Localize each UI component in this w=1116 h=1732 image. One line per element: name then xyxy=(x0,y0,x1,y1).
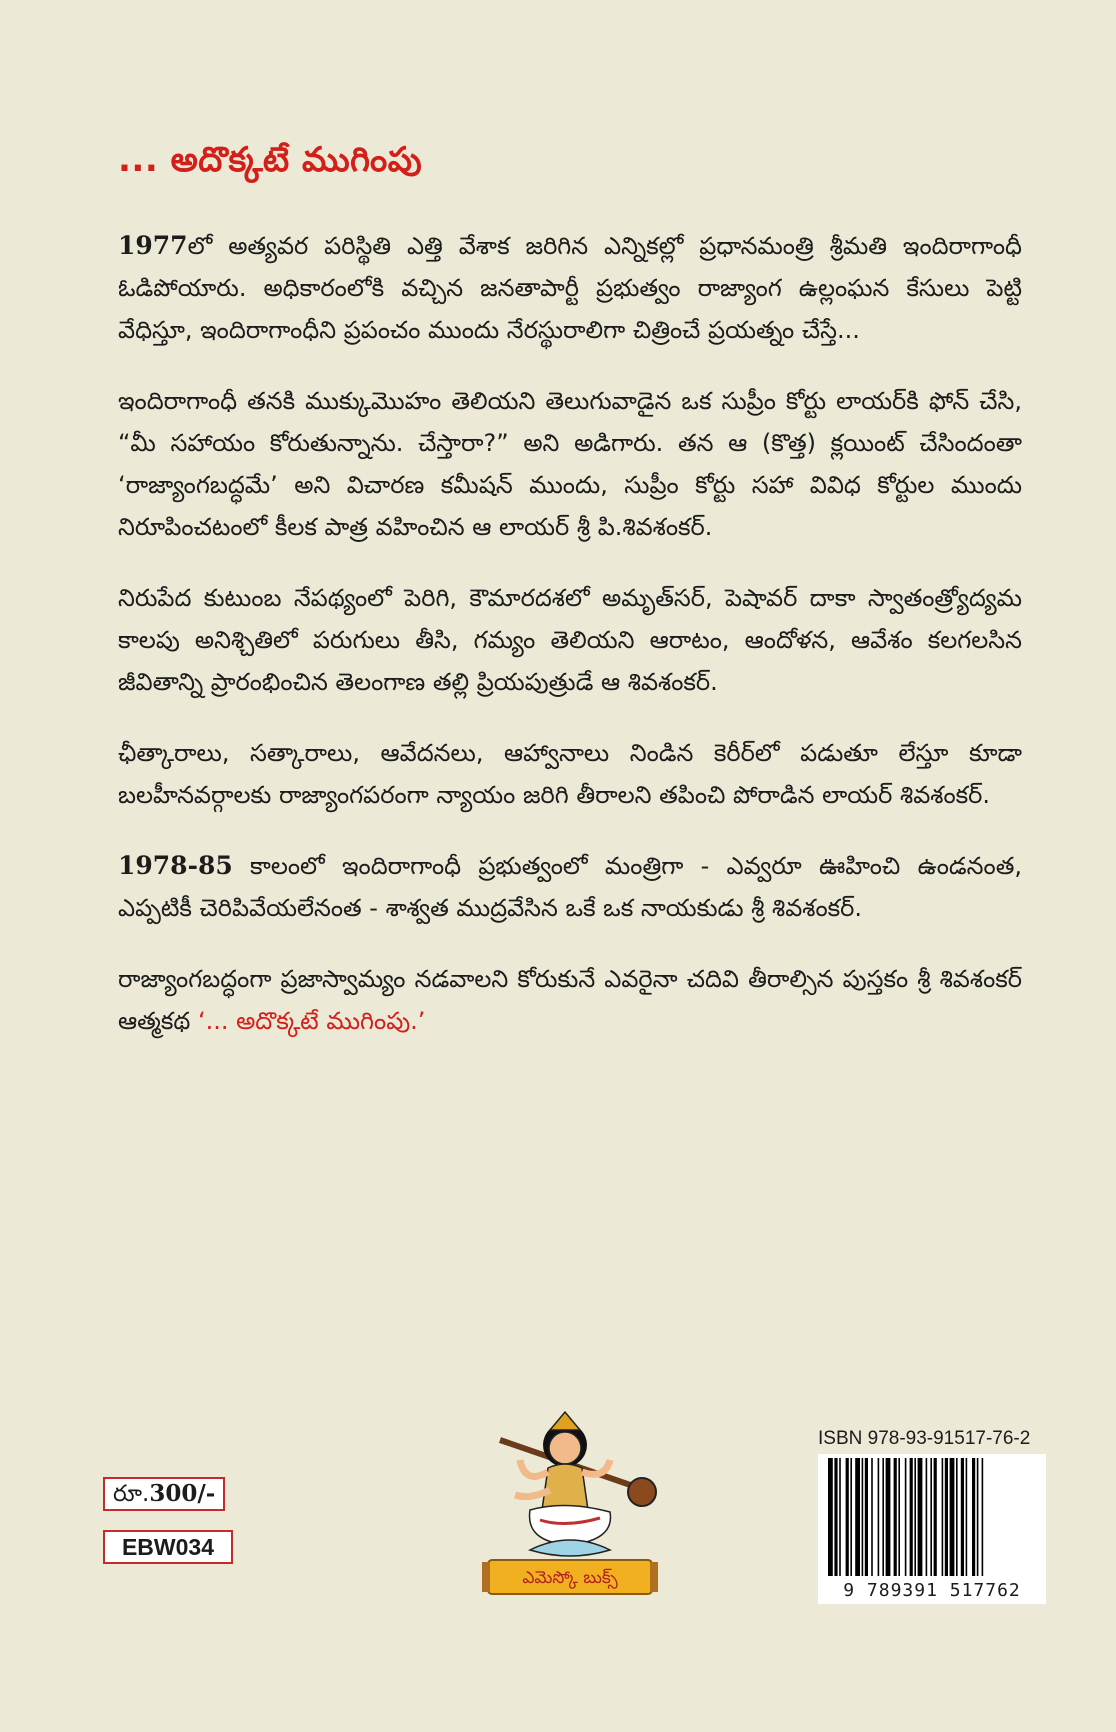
back-cover-title: ... అదొక్కటే ముగింపు xyxy=(118,140,423,180)
barcode-bar xyxy=(966,1458,968,1576)
barcode-bar xyxy=(855,1458,860,1576)
barcode-bar xyxy=(878,1458,880,1576)
barcode-digits: 9 789391 517762 xyxy=(818,1578,1046,1604)
barcode-bar xyxy=(871,1458,873,1576)
blurb xyxy=(118,225,1022,1071)
barcode-bar xyxy=(972,1458,975,1576)
barcode-bar xyxy=(914,1458,916,1576)
isbn-label: ISBN 978-93-91517-76-2 xyxy=(818,1428,1031,1449)
paragraph-text: ఇందిరాగాంధీ తనకి ముక్కుమొహం తెలియని తెలుగువాడైన ఒక సుప్రీం కోర్టు లాయర్‌కి ఫోన్ చేసి, “మీ సహాయం కోరుతున్నాను. చేస్తారా?” అని అడిగారు. తన ఆ (కొత్త) క్లయింట్ చేసిందంతా ‘రాజ్యాంగబద్ధమే’ అని విచారణ కమీషన్ ముందు, సుప్రీం కోర్టు సహా వివిధ కోర్టుల ముందు నిరూపించటంలో కీలక పాత్ర వహించిన ఆ లాయర్ శ్రీ పి.శివశంకర్. xyxy=(118,387,1022,541)
barcode-bar xyxy=(862,1458,864,1576)
barcode-bar xyxy=(898,1458,900,1576)
barcode-bar xyxy=(950,1458,955,1576)
barcode-bar xyxy=(982,1458,984,1576)
book-code: EBW034 xyxy=(103,1530,233,1564)
barcode-bar xyxy=(961,1458,964,1576)
barcode-bar xyxy=(894,1458,897,1576)
barcode-bar xyxy=(846,1458,849,1576)
barcode-bar xyxy=(886,1458,891,1576)
barcode-bar xyxy=(956,1458,958,1576)
book-title-highlight: ‘... అదొక్కటే ముగింపు.’ xyxy=(197,1007,426,1035)
paragraph-text: లో అత్యవర పరిస్థితి ఎత్తి వేశాక జరిగిన ఎన్నికల్లో ప్రధానమంత్రి శ్రీమతి ఇందిరాగాంధీ ఓడిపోయారు. అధికారంలోకి వచ్చిన జనతాపార్టీ ప్రభుత్వం రాజ్యాంగ ఉల్లంఘన కేసులు పెట్టి వేధిస్తూ, ఇందిరాగాంధీని ప్రపంచం ముందు నేరస్థురాలిగా చిత్రించే ప్రయత్నం చేస్తే... xyxy=(118,232,1022,344)
barcode-bar xyxy=(942,1458,944,1576)
barcode-bar xyxy=(839,1458,841,1576)
blurb-paragraph-5 xyxy=(118,845,1022,929)
barcode-bar xyxy=(865,1458,868,1576)
year-range-number: 1978-85 xyxy=(118,851,233,880)
blurb-paragraph-1 xyxy=(118,225,1022,351)
price-amount: 300/- xyxy=(149,1480,216,1507)
blurb-paragraph-6 xyxy=(118,958,1022,1042)
barcode-bar xyxy=(926,1458,928,1576)
barcode-bar xyxy=(910,1458,913,1576)
barcode-bars xyxy=(828,1458,983,1576)
barcode-bar xyxy=(918,1458,923,1576)
paragraph-text: రాజ్యాంగబద్ధంగా ప్రజాస్వామ్యం నడవాలని కోరుకునే ఎవరైనా చదివి తీరాల్సిన పుస్తకం శ్రీ శివశంకర్ ఆత్మకథ xyxy=(118,965,1022,1035)
price-prefix: రూ. xyxy=(113,1481,150,1507)
publisher-logo-label: ఎమెస్కో బుక్స్ xyxy=(522,1568,618,1588)
blurb-paragraph-3 xyxy=(118,577,1022,703)
blurb-paragraph-4 xyxy=(118,732,1022,816)
publisher-logo xyxy=(470,1400,670,1600)
barcode-bar xyxy=(905,1458,907,1576)
paragraph-text: ఛీత్కారాలు, సత్కారాలు, ఆవేదనలు, ఆహ్వానాలు నిండిన కెరీర్‌లో పడుతూ లేస్తూ కూడా బలహీనవర్గాలకు రాజ్యాంగపరంగా న్యాయం జరిగి తీరాలని తపించి పోరాడిన లాయర్ శివశంకర్. xyxy=(118,739,1022,809)
blurb-paragraph-2 xyxy=(118,380,1022,548)
barcode-bar xyxy=(934,1458,937,1576)
barcode-bar xyxy=(850,1458,852,1576)
barcode-bar xyxy=(882,1458,884,1576)
year-number: 1977 xyxy=(118,231,188,260)
barcode-bar xyxy=(977,1458,979,1576)
barcode-bar xyxy=(930,1458,932,1576)
paragraph-text: నిరుపేద కుటుంబ నేపథ్యంలో పెరిగి, కౌమారదశలో అమృత్‌సర్, పెషావర్ దాకా స్వాతంత్ర్యోద్యమ కాలపు అనిశ్చితిలో పరుగులు తీసి, గమ్యం తెలియని ఆరాటం, ఆందోళన, ఆవేశం కలగలసిన జీవితాన్ని ప్రారంభించిన తెలంగాణ తల్లి ప్రియపుత్రుడే ఆ శివశంకర్. xyxy=(118,584,1022,696)
barcode-bar xyxy=(828,1458,833,1576)
barcode-bar xyxy=(834,1458,837,1576)
paragraph-text: కాలంలో ఇందిరాగాంధీ ప్రభుత్వంలో మంత్రిగా - ఎవ్వరూ ఊహించి ఉండనంత, ఎప్పటికీ చెరిపివేయలేనంత - శాశ్వత ముద్రవేసిన ఒకే ఒక నాయకుడు శ్రీ శివశంకర్. xyxy=(118,852,1022,922)
price-box xyxy=(103,1477,225,1511)
barcode-bar xyxy=(945,1458,948,1576)
